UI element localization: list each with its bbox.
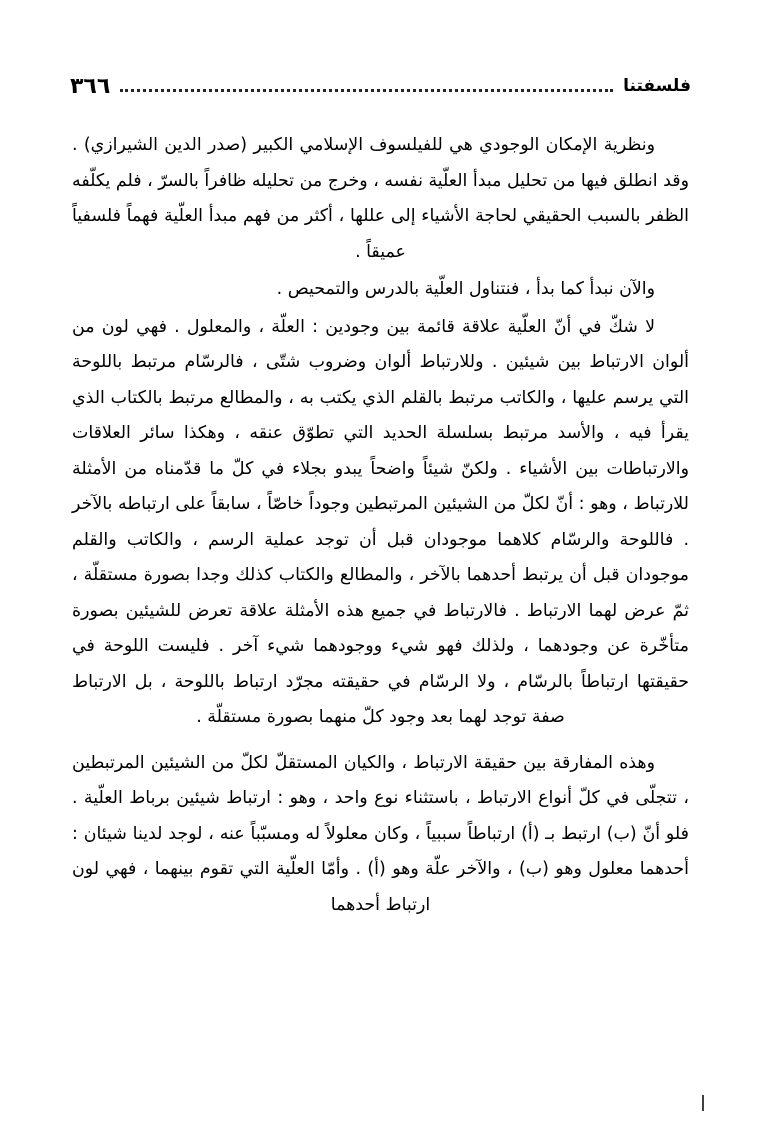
header-dot-leader (120, 89, 613, 92)
paragraph-3: لا شكّ في أنّ العلّية علاقة قائمة بين وجودين : العلّة ، والمعلول . فهي لون من ألوان الارتباط بين شيئين . وللارتباط ألوان وضروب شتّى ، فالرسّام مرتبط باللوحة التي يرسم عليها ، والكاتب مرتبط بالقلم الذي يكتب به ، والمطالع مرتبط بالكتاب الذي يقرأ فيه ، والأسد مرتبط بسلسلة الحديد التي تطوّق عنقه ، وهكذا سائر العلاقات والارتباطات بين الأشياء . ولكنّ شيئاً واضحاً يبدو بجلاء في كلّ ما قدّمناه من الأمثلة للارتباط ، وهو : أنّ لكلّ من الشيئين المرتبطين وجوداً خاصّاً ، سابقاً على ارتباطه بالآخر . فاللوحة والرسّام كلاهما موجودان قبل أن توجد عملية الرسم ، والكاتب والقلم موجودان قبل أن يرتبط أحدهما بالآخر ، والمطالع والكتاب كذلك وجدا بصورة مستقلّة ، ثمّ عرض لهما الارتباط . فالارتباط في جميع هذه الأمثلة علاقة تعرض للشيئين بصورة متأخّرة عن وجودهما ، ولذلك فهو شيء ووجودهما شيء آخر . فليست اللوحة في حقيقتها ارتباطاً بالرسّام ، ولا الرسّام في حقيقته مجرّد ارتباط باللوحة ، بل الارتباط صفة توجد لهما بعد وجود كلّ منهما بصورة مستقلّة . (72, 316, 689, 727)
page-header (70, 72, 691, 100)
paragraph-2: والآن نبدأ كما بدأ ، فنتناول العلّية بالدرس والتمحيص . (276, 279, 655, 299)
page-edge-mark (702, 1095, 704, 1111)
page-body (72, 128, 689, 925)
paragraph-1: ونظرية الإمكان الوجودي هي للفيلسوف الإسلامي الكبير (صدر الدين الشيرازي) . وقد انطلق فيها من تحليل مبدأ العلّية نفسه ، وخرج من تحليله ظافراً بالسرّ ، فلم يكلّفه الظفر بالسبب الحقيقي لحاجة الأشياء إلى عللها ، أكثر من فهم مبدأ العلّية فهماً فلسفياً عميقاً . (72, 135, 689, 262)
page-number: ٣٦٦ (70, 73, 111, 99)
paragraph-4: وهذه المفارقة بين حقيقة الارتباط ، والكيان المستقلّ لكلّ من الشيئين المرتبطين ، تتجلّى في كلّ أنواع الارتباط ، باستثناء نوع واحد ، وهو : ارتباط شيئين برباط العلّية . فلو أنّ (ب) ارتبط بـ (أ) ارتباطاً سببياً ، وكان معلولاً له ومسبّباً عنه ، لوجد لدينا شيئان : أحدهما معلول وهو (ب) ، والآخر علّة وهو (أ) . وأمّا العلّية التي تقوم بينهما ، فهي لون ارتباط أحدهما (72, 752, 689, 915)
book-title: فلسفتنا (623, 76, 691, 96)
